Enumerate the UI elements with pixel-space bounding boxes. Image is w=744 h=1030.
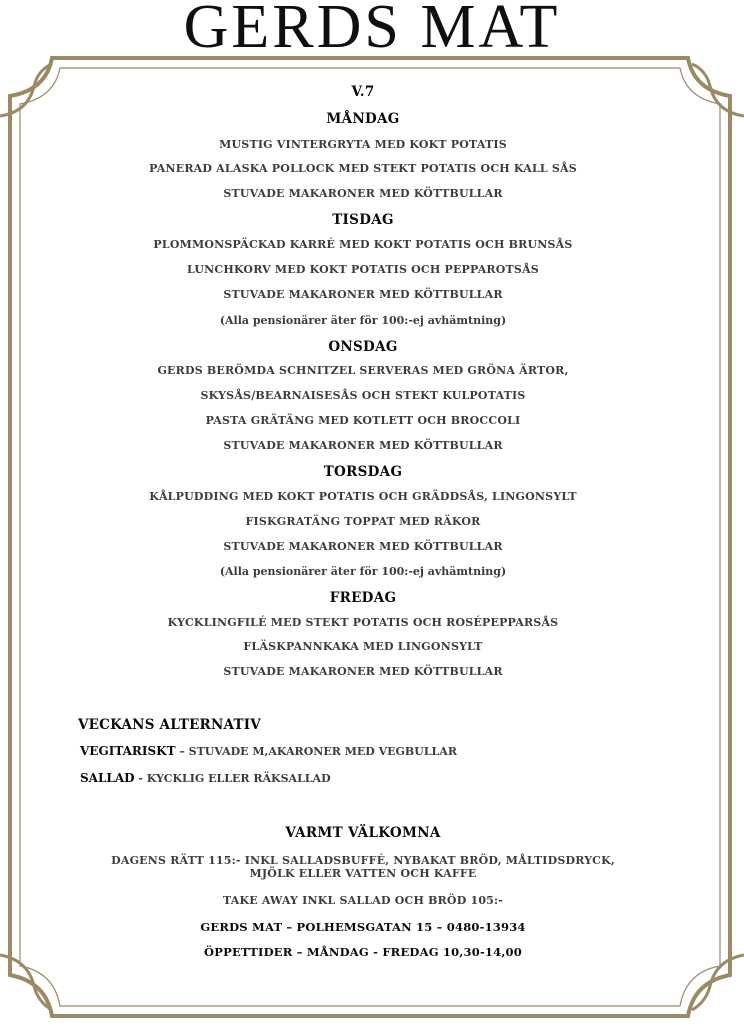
vegetarian-text: – STUVADE M,AKARONER MED VEGBULLAR (175, 745, 457, 758)
menu-item: FISKGRATÄNG TOPPAT MED RÄKOR (245, 515, 481, 528)
menu-item: MUSTIG VINTERGRYTA MED KOKT POTATIS (219, 138, 507, 151)
salad-text: - KYCKLIG ELLER RÄKSALLAD (134, 772, 331, 785)
menu-item: FLÄSKPANNKAKA MED LINGONSYLT (243, 640, 483, 653)
menu-item: KÅLPUDDING MED KOKT POTATIS OCH GRÄDDSÅS, LINGONSYLT (149, 490, 577, 503)
menu-item: STUVADE MAKARONER MED KÖTTBULLAR (223, 540, 503, 553)
menu-item: LUNCHKORV MED KOKT POTATIS OCH PEPPAROTSÅS (187, 263, 539, 276)
day-heading-wednesday: ONSDAG (328, 339, 398, 355)
menu-item: STUVADE MAKARONER MED KÖTTBULLAR (223, 439, 503, 452)
menu-item: GERDS BERÖMDA SCHNITZEL SERVERAS MED GRÖNA ÄRTOR, (157, 364, 569, 377)
salad-label: SALLAD (80, 771, 135, 785)
menu-item: PASTA GRÄTÄNG MED KOTLETT OCH BROCCOLI (205, 414, 521, 427)
day-heading-tuesday: TISDAG (332, 212, 394, 228)
menu-item: PLOMMONSPÄCKAD KARRÉ MED KOKT POTATIS OCH BRUNSÅS (153, 238, 573, 251)
week-number: V.7 (351, 84, 375, 100)
vegetarian-label: VEGITARISKT (80, 744, 176, 758)
takeaway-line: TAKE AWAY INKL SALLAD OCH BRÖD 105:- (222, 894, 504, 907)
page-title: GERDS MAT (183, 0, 561, 61)
day-heading-monday: MÅNDAG (326, 111, 400, 127)
opening-hours: ÖPPETTIDER – MÅNDAG - FREDAG 10,30-14,00 (204, 945, 522, 959)
menu-item: KYCKLINGFILÉ MED STEKT POTATIS OCH ROSÉPEPPARSÅS (167, 616, 559, 629)
alternatives-heading: VECKANS ALTERNATIV (78, 717, 261, 733)
vegetarian-alternative (80, 744, 457, 759)
salad-alternative (80, 771, 331, 786)
pensioner-note: (Alla pensionärer äter för 100:-ej avhämtning) (219, 565, 507, 578)
day-heading-friday: FREDAG (329, 590, 397, 606)
menu-item: STUVADE MAKARONER MED KÖTTBULLAR (223, 187, 503, 200)
day-heading-thursday: TORSDAG (323, 464, 403, 480)
daily-price-line: DAGENS RÄTT 115:- INKL SALLADSBUFFÉ, NYBAKAT BRÖD, MÅLTIDSDRYCK, (111, 854, 615, 867)
menu-item: STUVADE MAKARONER MED KÖTTBULLAR (223, 665, 503, 678)
menu-item: STUVADE MAKARONER MED KÖTTBULLAR (223, 288, 503, 301)
address-line: GERDS MAT – POLHEMSGATAN 15 – 0480-13934 (200, 920, 526, 934)
welcome-heading: VARMT VÄLKOMNA (285, 825, 441, 841)
daily-price-line: MJÖLK ELLER VATTEN OCH KAFFE (249, 867, 477, 880)
pensioner-note: (Alla pensionärer äter för 100:-ej avhämtning) (219, 314, 507, 327)
menu-item: PANERAD ALASKA POLLOCK MED STEKT POTATIS OCH KALL SÅS (149, 162, 577, 175)
menu-item: SKYSÅS/BEARNAISESÅS OCH STEKT KULPOTATIS (200, 389, 526, 402)
